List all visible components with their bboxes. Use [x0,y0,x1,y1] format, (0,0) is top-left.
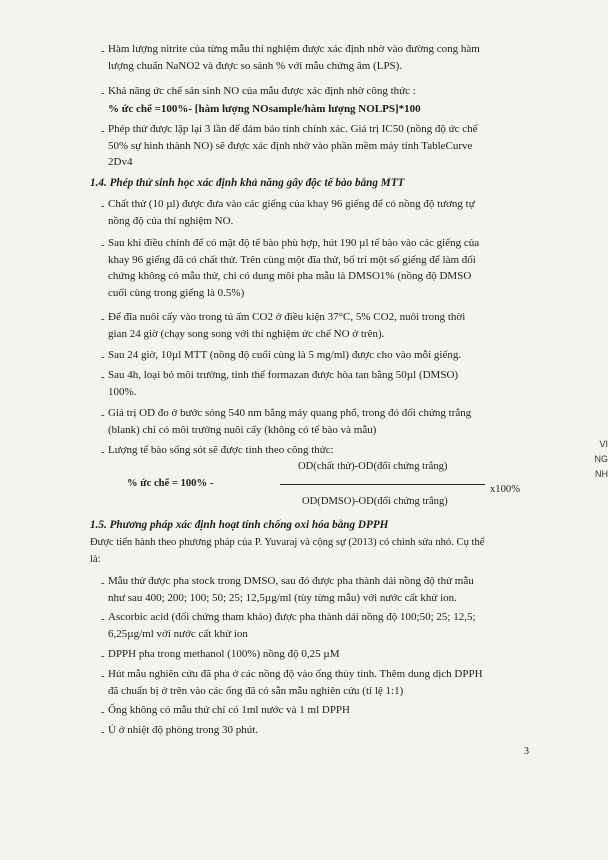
edge-fragment: VI [599,439,608,449]
bullet-marker: - [101,240,105,251]
bullet-marker: - [101,614,105,625]
list-item [108,41,480,74]
text-line: Giá trị OD đo ở bước sóng 540 nm bằng máy quang phổ, trong đó đối chứng trắng [108,407,472,419]
page-number: 3 [524,746,529,757]
bullet-marker: - [101,578,105,589]
text-line: (blank) chỉ có môi trường nuôi cấy (không có tế bào và mẫu) [108,423,377,436]
intro-paragraph [90,535,540,568]
text-line: Ascorbic acid (đối chứng tham khảo) được pha thành dải nồng độ 100;50; 25; 12,5; [108,611,476,623]
list-item [108,573,474,606]
text-line: Phép thử được lặp lại 3 lần để đảm bảo tính chính xác. Giá trị IC50 (nồng độ ức chế [108,123,478,135]
formula-numerator: OD(chất thử)-OD(đối chứng trắng) [298,461,448,472]
bullet-marker: - [101,352,105,363]
bullet-marker: - [101,671,105,682]
text-line: Hút mẫu nghiên cứu đã pha ở các nồng độ vào ống thủy tinh. Thêm dung dịch DPPH [108,668,483,680]
bullet-marker: - [101,372,105,383]
text-line: Được tiến hành theo phương pháp của P. Yuvaraj và cộng sự (2013) có chỉnh sửa nhỏ. Cụ thể [90,537,485,548]
fraction-bar [280,484,485,485]
list-item [108,235,479,301]
text-line: như sau 400; 200; 100; 50; 25; 12,5µg/ml (tùy từng mẫu) với nước cất khử ion. [108,591,457,604]
text-line: lượng chuẩn NaNO2 và được so sánh % với mẫu chứng âm (LPS). [108,59,403,72]
list-item [108,405,471,438]
bullet-marker: - [101,727,105,738]
list-item [108,367,458,400]
formula-no-inhibition: % ức chế =100%- [hàm lượng NOsample/hàm lượng NOLPS]*100 [108,103,421,115]
bullet-marker: - [101,314,105,325]
text-line: Sau khi điều chỉnh để có mật độ tế bào phù hợp, hút 190 µl tế bào vào các giếng của [108,237,480,249]
text-line: chứng không có mẫu thử, chỉ có dung môi pha mẫu là DMSO1% (nồng độ DMSO [108,270,472,282]
text-line: khay 96 giếng đã có chất thử. Trên cùng một đĩa thử, bố trí một số giếng để làm đối [108,253,476,266]
bullet-marker: - [101,447,105,458]
text-line: Mẫu thử được pha stock trong DMSO, sau đó được pha thành dải nồng độ thử mẫu [108,575,474,587]
text-line: đã chuẩn bị ở trên vào các ống đã có sẵn mẫu nghiên cứu (tỉ lệ 1:1) [108,684,404,697]
list-item [108,83,416,100]
list-item [108,347,461,364]
text-line: Để đĩa nuôi cấy vào trong tủ ấm CO2 ở điều kiện 37°C, 5% CO2, nuôi trong thời [108,311,466,323]
list-item [108,309,465,342]
text-line: 50% sự hình thành NO) sẽ được xác định nhờ vào phần mềm máy tính TableCurve [108,139,473,152]
text-line: gian 24 giờ (chạy song song với thí nghiệm ức chế NO ở trên). [108,327,385,340]
text-line: Ống không có mẫu thử chỉ có 1ml nước và 1 ml DPPH [108,704,350,716]
bullet-marker: - [101,126,105,137]
text-line: là: [90,553,101,565]
bullet-marker: - [101,410,105,421]
formula-multiplier: x100% [490,484,521,495]
text-line: Sau 4h, loại bỏ môi trường, tinh thể formazan được hòa tan bằng 50µl (DMSO) [108,369,459,381]
bullet-marker: - [101,46,105,57]
list-item [108,196,475,229]
section-heading-1-4: 1.4. Phép thử sinh học xác định khả năng gây độc tế bào bằng MTT [90,177,405,189]
list-item [108,121,478,171]
text-line: Hàm lượng nitrite của từng mẫu thí nghiệm được xác định nhờ vào đường cong hàm [108,43,480,55]
text-line: Sau 24 giờ, 10µl MTT (nồng độ cuối cùng là 5 mg/ml) được cho vào mỗi giếng. [108,349,462,361]
bullet-marker: - [101,201,105,212]
text-line: Chất thử (10 µl) được đưa vào các giếng của khay 96 giếng để có nồng độ tương tự [108,198,475,210]
list-item [108,442,334,459]
list-item [108,702,350,719]
text-line: cuối cùng trong giếng là 0.5%) [108,286,245,299]
list-item [108,646,340,663]
text-line: DPPH pha trong methanol (100%) nồng độ 0,25 µM [108,648,340,660]
bullet-marker: - [101,88,105,99]
section-heading-1-5: 1.5. Phương pháp xác định hoạt tính chống oxi hóa bằng DPPH [90,519,389,531]
formula-denominator: OD(DMSO)-OD(đối chứng trắng) [302,496,448,507]
bullet-marker: - [101,707,105,718]
text-line: nồng độ của thí nghiệm NO. [108,214,234,227]
text-line: Ủ ở nhiệt độ phòng trong 30 phút. [108,724,259,736]
text-line: 2Dv4 [108,156,133,168]
edge-fragment: NG [594,454,608,464]
text-line: 6,25µg/ml với nước cất khử ion [108,627,248,640]
edge-fragment: NH [595,469,608,479]
formula-left: % ức chế = 100% - [127,478,214,489]
text-line: 100%. [108,385,137,398]
list-item [108,666,483,699]
bullet-marker: - [101,651,105,662]
text-line: Khả năng ức chế sản sinh NO của mẫu được xác định nhờ công thức : [108,85,416,97]
list-item [108,722,258,739]
text-line: Lượng tế bào sống sót sẽ được tính theo công thức: [108,444,334,456]
list-item [108,609,476,642]
